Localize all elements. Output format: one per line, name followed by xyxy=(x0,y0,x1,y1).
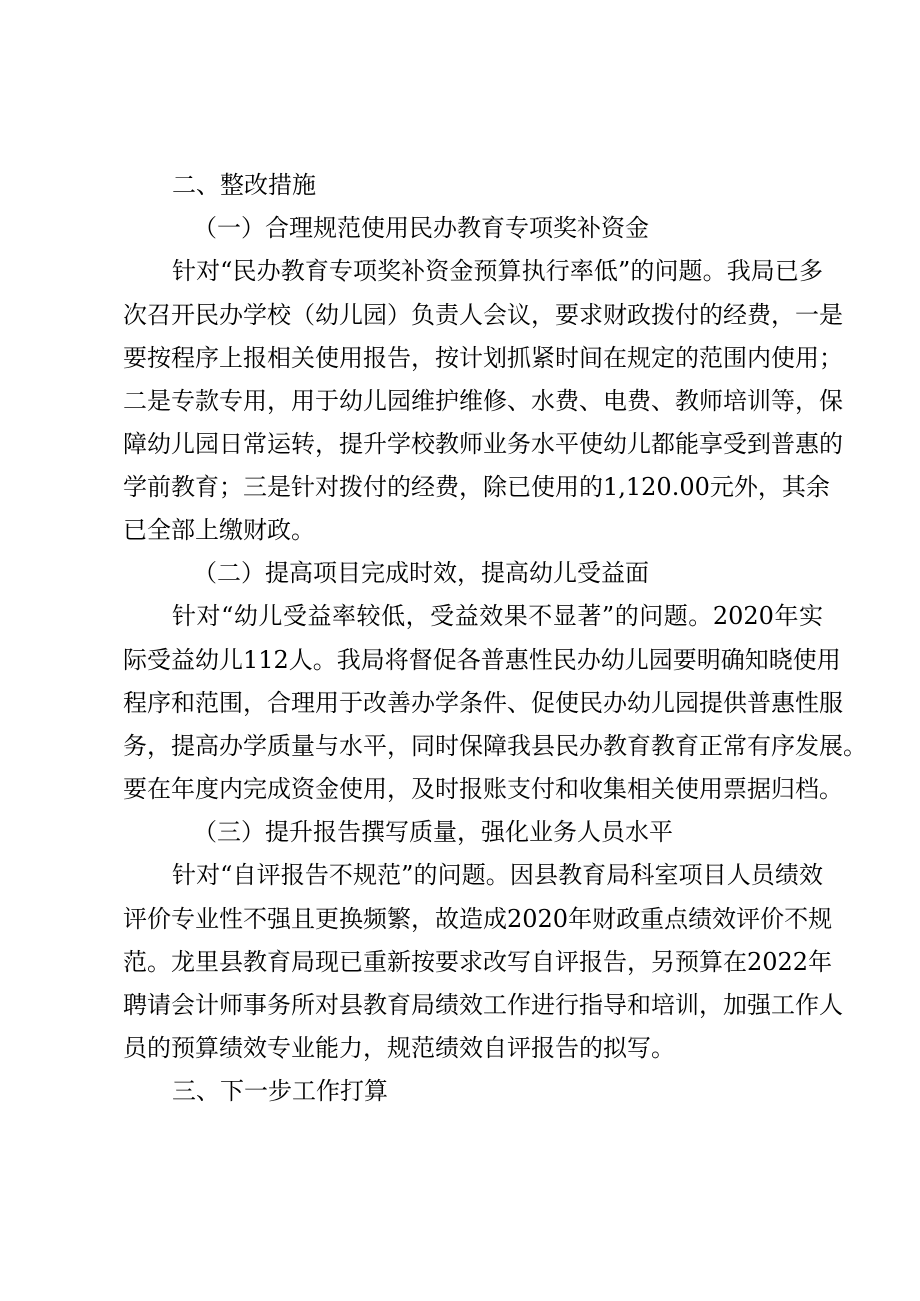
paragraph-line: 针对“自评报告不规范”的问题。因县教育局科室项目人员绩效 xyxy=(172,861,823,889)
section-heading: 二、整改措施 xyxy=(172,171,316,199)
paragraph-line: 针对“民办教育专项奖补资金预算执行率低”的问题。我局已多 xyxy=(172,257,823,285)
paragraph-line: 务，提高办学质量与水平，同时保障我县民办教育教育正常有序发展。 xyxy=(123,732,867,760)
paragraph-line: 聘请会计师事务所对县教育局绩效工作进行指导和培训，加强工作人 xyxy=(123,991,843,1019)
paragraph-line: 评价专业性不强且更换频繁，故造成2020年财政重点绩效评价不规 xyxy=(123,905,833,933)
paragraph-line: 际受益幼儿112人。我局将督促各普惠性民办幼儿园要明确知晓使用 xyxy=(123,646,841,674)
paragraph-line: 二是专款专用，用于幼儿园维护维修、水费、电费、教师培训等，保 xyxy=(123,387,843,415)
subsection-heading: （二）提高项目完成时效，提高幼儿受益面 xyxy=(193,559,649,587)
subsection-heading: （三）提升报告撰写质量，强化业务人员水平 xyxy=(193,818,673,846)
paragraph-line: 已全部上缴财政。 xyxy=(123,516,315,544)
paragraph-line: 要在年度内完成资金使用，及时报账支付和收集相关使用票据归档。 xyxy=(123,775,843,803)
paragraph-line: 次召开民办学校（幼儿园）负责人会议，要求财政拨付的经费，一是 xyxy=(123,301,843,329)
paragraph-line: 障幼儿园日常运转，提升学校教师业务水平使幼儿都能享受到普惠的 xyxy=(123,430,843,458)
paragraph-line: 学前教育；三是针对拨付的经费，除已使用的1,120.00元外，其余 xyxy=(123,473,830,501)
paragraph-line: 针对“幼儿受益率较低，受益效果不显著”的问题。2020年实 xyxy=(172,602,823,630)
paragraph-line: 程序和范围，合理用于改善办学条件、促使民办幼儿园提供普惠性服 xyxy=(123,689,843,717)
subsection-heading: （一）合理规范使用民办教育专项奖补资金 xyxy=(193,214,649,242)
paragraph-line: 范。龙里县教育局现已重新按要求改写自评报告，另预算在2022年 xyxy=(123,948,833,976)
paragraph-line: 员的预算绩效专业能力，规范绩效自评报告的拟写。 xyxy=(123,1034,675,1062)
paragraph-line: 要按程序上报相关使用报告，按计划抓紧时间在规定的范围内使用； xyxy=(123,344,843,372)
section-heading: 三、下一步工作打算 xyxy=(172,1077,388,1105)
